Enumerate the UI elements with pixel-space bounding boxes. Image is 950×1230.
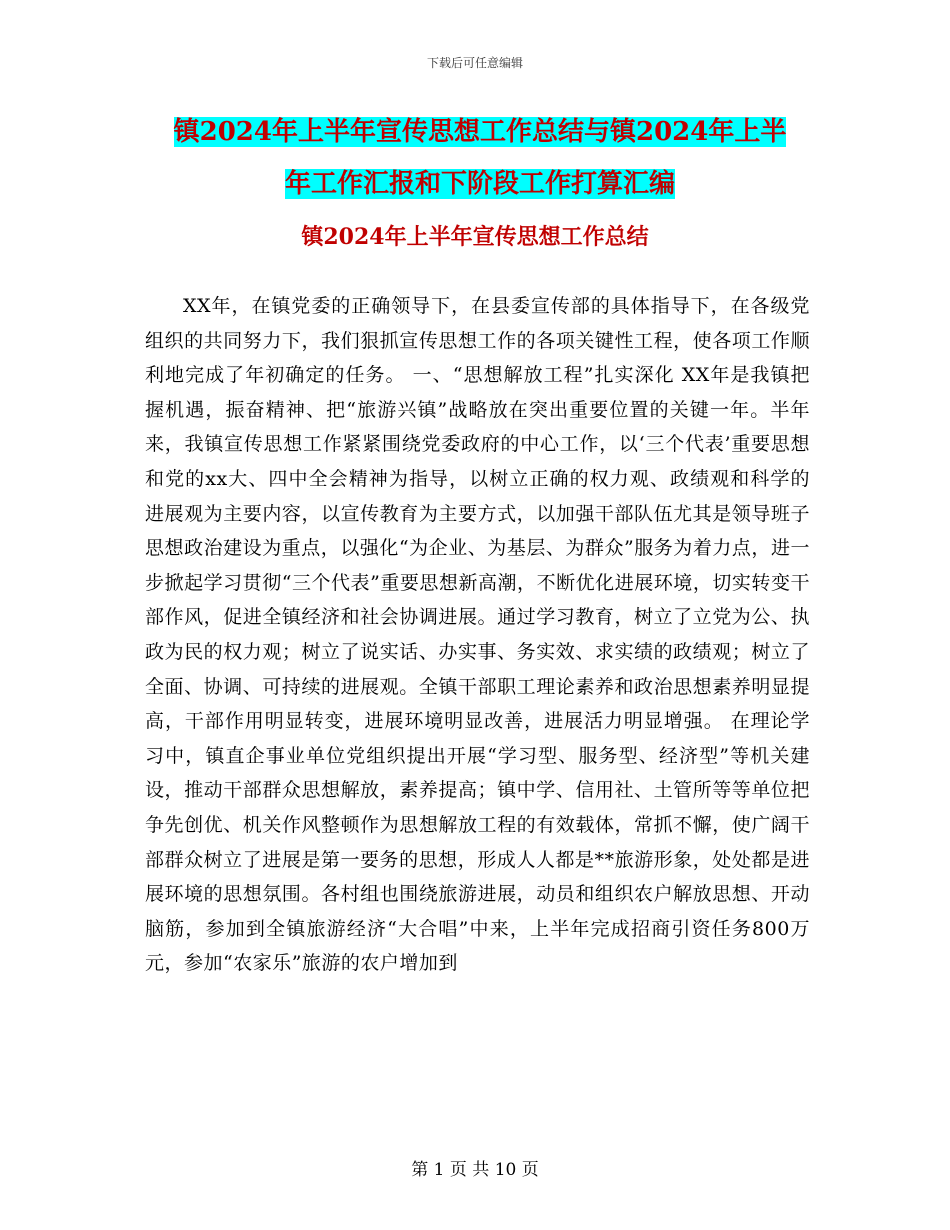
body-paragraph: XX年，在镇党委的正确领导下，在县委宣传部的具体指导下，在各级党组织的共同努力下，我们狠抓宣传思想工作的各项关键性工程，使各项工作顺利地完成了年初确定的任务。 一、“思想解放工程”扎实深化 XX年是我镇把握机遇，振奋精神、把“旅游兴镇”战略放在突出重要位置的关键一年。半年来，我镇宣传思想工作紧紧围绕党委政府的中心工作，以‘三个代表’重要思想和党的xx大、四中全会精神为指导，以树立正确的权力观、政绩观和科学的进展观为主要内容，以宣传教育为主要方式，以加强干部队伍尤其是领导班子思想政治建设为重点，以强化“为企业、为基层、为群众”服务为着力点，进一步掀起学习贯彻“三个代表”重要思想新高潮，不断优化进展环境，切实转变干部作风，促进全镇经济和社会协调进展。通过学习教育，树立了立党为公、执政为民的权力观；树立了说实话、办实事、务实效、求实绩的政绩观；树立了全面、协调、可持续的进展观。全镇干部职工理论素养和政治思想素养明显提高，干部作用明显转变，进展环境明显改善，进展活力明显增强。 在理论学习中，镇直企事业单位党组织提出开展“学习型、服务型、经济型”等机关建设，推动干部群众思想解放，素养提高；镇中学、信用社、土管所等等单位把争先创优、机关作风整顿作为思想解放工程的有效载体，常抓不懈，使广阔干部群众树立了进展是第一要务的思想，形成人人都是**旅游形象，处处都是进展环境的思想氛围。各村组也围绕旅游进展，动员和组织农户解放思想、开动脑筋，参加到全镇旅游经济“大合唱”中来，上半年完成招商引资任务800万元，参加“农家乐”旅游的农户增加到 [145, 295, 810, 975]
document-title-line-1: 镇2024年上半年宣传思想工作总结与镇2024年上半 [173, 117, 787, 147]
section-title: 镇2024年上半年宣传思想工作总结 [301, 224, 649, 250]
page-footer: 第 1 页 共 10 页 [411, 1160, 539, 1180]
page-header-note: 下载后可任意编辑 [426, 56, 523, 70]
document-title [150, 106, 810, 210]
document-title-line-2: 年工作汇报和下阶段工作打算汇编 [284, 169, 675, 199]
